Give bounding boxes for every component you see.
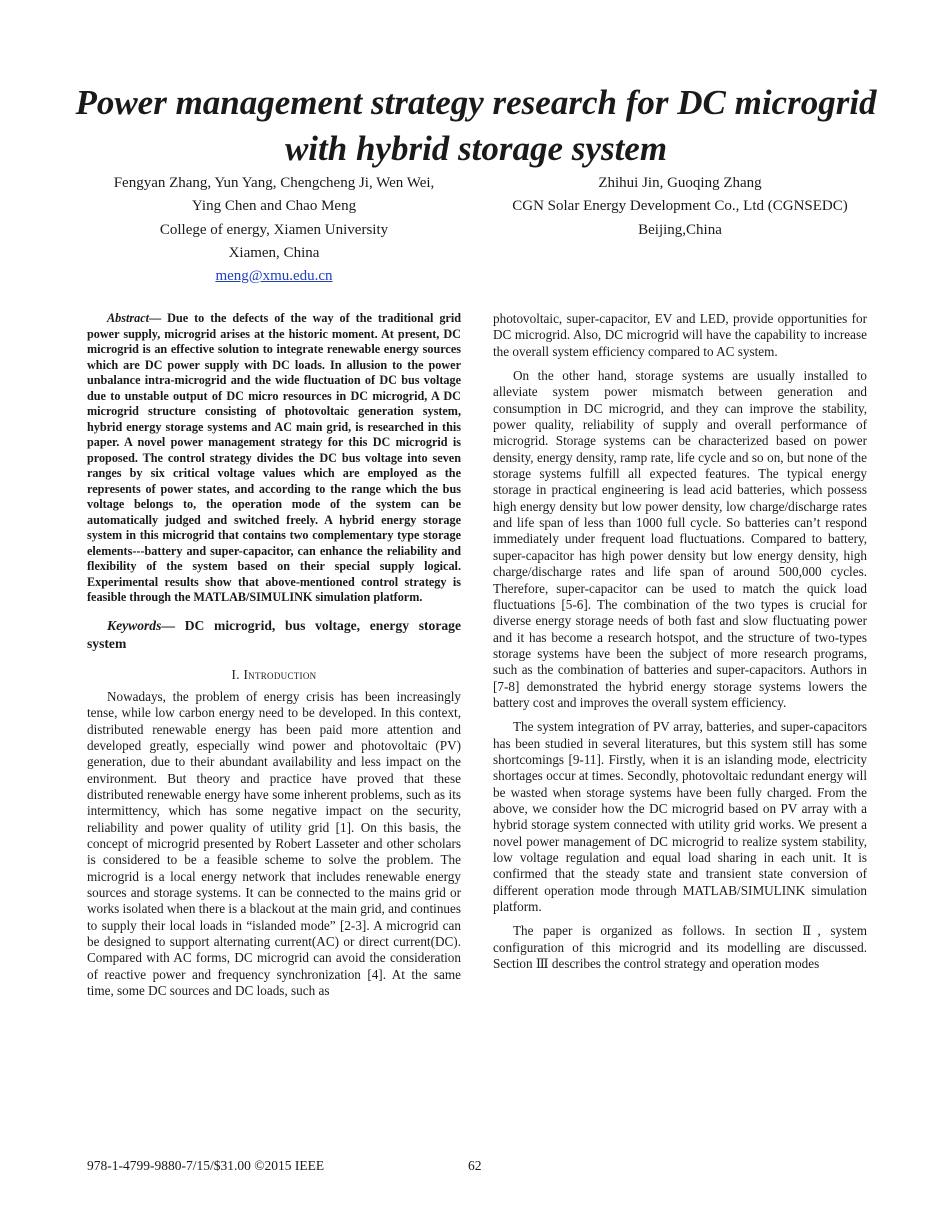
abstract-label: Abstract [107,311,149,325]
keywords-text: DC microgrid, bus voltage, energy storage system [87,617,461,651]
section-title: Introduction [243,666,317,682]
footer-isbn: 978-1-4799-9880-7/15/$31.00 ©2015 IEEE [87,1158,325,1173]
abstract [87,311,461,606]
author-block-right [480,172,880,242]
body-paragraph-continued: photovoltaic, super-capacitor, EV and LED, provide opportunities for DC microgrid. Also, DC microgrid will have the capability to increase the overall system efficiency compared to AC system. [493,311,867,359]
author-affiliation: CGN Solar Energy Development Co., Ltd (CGNSEDC) [512,198,848,215]
page-number: 62 [468,1158,482,1173]
right-column [493,311,867,972]
author-location: Xiamen, China [228,244,320,261]
section-heading-introduction [87,667,461,683]
keywords [87,617,461,653]
keywords-label: Keywords [107,617,162,633]
intro-paragraph-1: Nowadays, the problem of energy crisis has been increasingly tense, while low carbon energy need to be developed. In this context, distributed renewable energy has been paid more attention and developed greatly, especially wind power and photovoltaic (PV) generation, due to their abundant availability and less impact on the environment. But theory and practice have proved that these distributed renewable energy have some inherent problems, such as its intermittency, which has some negative impact on the security, reliability and power quality of utility grid [1]. On this basis, the concept of microgrid presented by Robert Lasseter and other scholars is considered to be a feasible scheme to solve the problem. The microgrid is a local energy network that includes renewable energy sources and storage systems. It can be connected to the mains grid or works isolated when there is a blackout at the main grid, and continues to supply their local loads in “islanded mode” [2-3]. A microgrid can be designed to support alternating current(AC) or direct current(DC). Compared with AC forms, DC microgrid can avoid the consideration of reactive power and frequency synchronization [4]. At the same time, some DC sources and DC loads, such as [87,688,461,999]
author-names-line1: Fengyan Zhang, Yun Yang, Chengcheng Ji, Wen Wei, [113,175,435,191]
keywords-dash: — [161,617,185,633]
author-names-line2: Ying Chen and Chao Meng [191,198,357,215]
section-number: I. [231,666,240,682]
body-paragraph-storage: On the other hand, storage systems are usually installed to alleviate system power mismatch between generation and consumption in DC microgrid, and they can improve the stability, power quality, reliability of supply and overall performance of microgrid. Storage systems can be characterized based on power density, energy density, ramp rate, life cycle and so on, but none of the storage systems fulfill all expected features. The typical energy storage in practical engineering is lead acid batteries, which possess high energy density but low power density, low charge/discharge rates and life span of less than 1000 full cycle. So batteries can’t respond immediately under frequent load fluctuations. Compared to battery, super-capacitor has high power density but low energy density, high charge/discharge rates and life span of around 500,000 cycles. Therefore, super-capacitor can be used to match the quick load fluctuations [5-6]. The combination of the two types is crucial for diverse energy storage needs of both fast and slow fluctuating power and it has become a research hotspot, and the structure of two-types storage systems have been the subject of more research programs, such as the combination of batteries and super-capacitors. Authors in [7-8] demonstrated the hybrid energy storage systems lowers the battery cost and improves the overall system efficiency. [493,368,867,710]
abstract-dash: — [148,311,168,325]
author-names-line1: Zhihui Jin, Guoqing Zhang [598,175,762,191]
author-block-left [80,172,468,288]
abstract-text: Due to the defects of the way of the traditional grid power supply, microgrid arises at the historic moment. At present, DC microgrid is an effective solution to integrate renewable energy sources which are DC power supply with DC loads. In allusion to the power unbalance intra-microgrid and the wide fluctuation of DC bus voltage due to unstable output of DC micro resources in DC microgrid, A DC microgrid structure consisting of photovoltaic generation system, hybrid energy storage systems and AC main grid, is researched in this paper. A novel power management strategy for this DC microgrid is proposed. The control strategy divides the DC bus voltage into seven ranges by six critical voltage values which are employed as the represents of power states, and according to the range which the bus voltage belongs to, the operation mode of the system can be automatically judged and switched freely. A hybrid energy storage system in this microgrid that contains two complementary type storage elements---battery and super-capacitor, can enhance the reliability and flexibility of the system based on their special supply logical. Experimental results show that above-mentioned control strategy is feasible through the MATLAB/SIMULINK simulation platform. [87,311,461,604]
body-paragraph-integration: The system integration of PV array, batteries, and super-capacitors has been studied in several literatures, but this system still has some shortcomings [9-11]. Firstly, when it is an islanding mode, electricity shortages occur at times. Secondly, photovoltaic redundant energy will be wasted when storage systems have been fully charged. From the above, we consider how the DC microgrid based on PV array with a hybrid storage system connected with utility grid works. We present a novel power management of DC microgrid to realize system stability, low voltage regulation and equal load sharing in each unit. It is confirmed that the steady state and transient state conversion of different operation mode through MATLAB/SIMULINK simulation platform. [493,719,867,915]
body-paragraph-organization: The paper is organized as follows. In section Ⅱ, system configuration of this microgrid and its modelling are discussed. Section Ⅲ describes the control strategy and operation modes [493,923,867,972]
author-email-link[interactable]: meng@xmu.edu.cn [215,268,333,285]
author-location: Beijing,China [638,221,722,238]
paper-title: Power management strategy research for DC microgrid with hybrid storage system [75,83,877,168]
author-affiliation: College of energy, Xiamen University [159,221,389,238]
left-column [87,311,461,999]
